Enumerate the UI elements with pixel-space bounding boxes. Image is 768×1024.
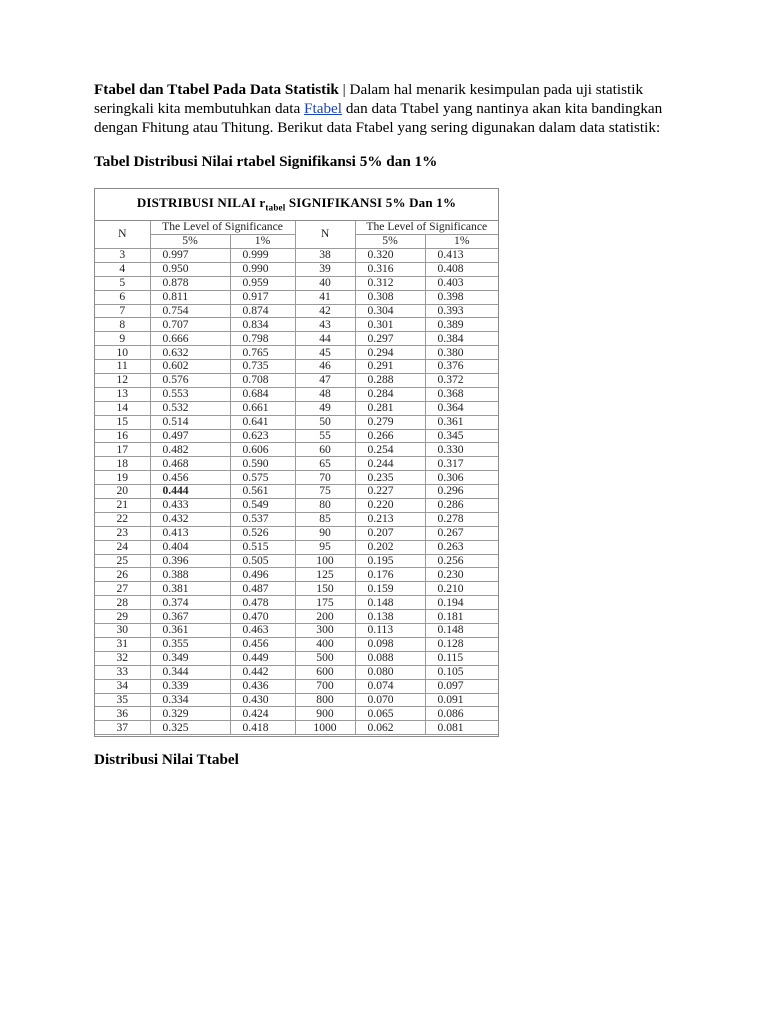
cell-r1-right: 0.408 [425,262,498,276]
cell-n-right: 300 [295,624,355,638]
cell-n-left: 6 [95,290,150,304]
cell-r5-right: 0.316 [355,262,425,276]
cell-r1-left: 0.590 [230,457,295,471]
cell-r1-right: 0.097 [425,679,498,693]
cell-n-left: 5 [95,276,150,290]
cell-r1-left: 0.575 [230,471,295,485]
cell-r5-right: 0.220 [355,499,425,513]
col-header-level-left: The Level of Significance [150,221,295,235]
cell-r1-right: 0.361 [425,415,498,429]
table-row [95,332,498,346]
cell-r1-left: 0.442 [230,665,295,679]
cell-r5-left: 0.334 [150,693,230,707]
cell-r5-right: 0.281 [355,401,425,415]
cell-n-left: 32 [95,651,150,665]
cell-r1-right: 0.278 [425,512,498,526]
table-row [95,471,498,485]
cell-r5-right: 0.159 [355,582,425,596]
cell-n-left: 11 [95,360,150,374]
cell-r5-left: 0.367 [150,610,230,624]
cell-n-left: 9 [95,332,150,346]
cell-r1-right: 0.345 [425,429,498,443]
cell-n-right: 60 [295,443,355,457]
cell-r5-left: 0.325 [150,721,230,735]
cell-n-left: 12 [95,374,150,388]
cell-r1-right: 0.210 [425,582,498,596]
cell-r1-right: 0.115 [425,651,498,665]
cell-r1-right: 0.317 [425,457,498,471]
cell-r5-left: 0.878 [150,276,230,290]
cell-r5-left: 0.456 [150,471,230,485]
cell-r5-left: 0.666 [150,332,230,346]
cell-r1-left: 0.456 [230,637,295,651]
cell-n-right: 45 [295,346,355,360]
cell-n-right: 95 [295,540,355,554]
col-header-level-right: The Level of Significance [355,221,498,235]
table-row [95,290,498,304]
cell-r1-left: 0.765 [230,346,295,360]
cell-r1-right: 0.181 [425,610,498,624]
cell-r5-right: 0.288 [355,374,425,388]
cell-r5-right: 0.098 [355,637,425,651]
cell-n-right: 39 [295,262,355,276]
cell-r1-right: 0.403 [425,276,498,290]
cell-r5-left: 0.374 [150,596,230,610]
table-row [95,401,498,415]
cell-n-right: 400 [295,637,355,651]
cell-n-right: 42 [295,304,355,318]
table-row [95,637,498,651]
cell-r1-right: 0.105 [425,665,498,679]
table-row [95,415,498,429]
cell-r1-left: 0.424 [230,707,295,721]
cell-n-right: 600 [295,665,355,679]
cell-n-right: 41 [295,290,355,304]
cell-r5-left: 0.576 [150,374,230,388]
cell-r1-left: 0.606 [230,443,295,457]
table-row [95,693,498,707]
cell-r1-left: 0.478 [230,596,295,610]
cell-r5-right: 0.070 [355,693,425,707]
cell-n-left: 33 [95,665,150,679]
cell-n-left: 36 [95,707,150,721]
cell-r1-right: 0.081 [425,721,498,735]
cell-n-right: 150 [295,582,355,596]
table-row [95,540,498,554]
cell-n-right: 48 [295,387,355,401]
cell-n-left: 27 [95,582,150,596]
cell-r1-right: 0.376 [425,360,498,374]
cell-r5-right: 0.195 [355,554,425,568]
table-row [95,304,498,318]
cell-n-left: 15 [95,415,150,429]
cell-r5-left: 0.329 [150,707,230,721]
cell-r1-left: 0.505 [230,554,295,568]
table-row [95,526,498,540]
cell-r1-left: 0.436 [230,679,295,693]
cell-r5-left: 0.532 [150,401,230,415]
cell-r1-left: 0.641 [230,415,295,429]
cell-r5-left: 0.444 [150,485,230,499]
cell-r1-left: 0.917 [230,290,295,304]
cell-n-right: 49 [295,401,355,415]
cell-r5-left: 0.553 [150,387,230,401]
cell-r5-right: 0.308 [355,290,425,304]
cell-r5-left: 0.361 [150,624,230,638]
cell-r5-left: 0.602 [150,360,230,374]
cell-r1-right: 0.296 [425,485,498,499]
cell-n-right: 43 [295,318,355,332]
table-row [95,610,498,624]
cell-r5-left: 0.339 [150,679,230,693]
cell-r1-left: 0.526 [230,526,295,540]
cell-r1-right: 0.128 [425,637,498,651]
cell-r5-right: 0.088 [355,651,425,665]
cell-r5-right: 0.312 [355,276,425,290]
cell-r1-left: 0.623 [230,429,295,443]
cell-r1-left: 0.449 [230,651,295,665]
cell-n-left: 7 [95,304,150,318]
cell-r5-left: 0.514 [150,415,230,429]
cell-r1-right: 0.330 [425,443,498,457]
table-row [95,568,498,582]
cell-n-left: 10 [95,346,150,360]
cell-r1-left: 0.561 [230,485,295,499]
cell-r1-left: 0.999 [230,249,295,263]
cell-r1-left: 0.874 [230,304,295,318]
cell-r5-right: 0.291 [355,360,425,374]
intro-paragraph [94,80,684,137]
cell-r5-left: 0.950 [150,262,230,276]
cell-r5-right: 0.074 [355,679,425,693]
cell-n-right: 1000 [295,721,355,735]
table-row [95,721,498,735]
table-row [95,346,498,360]
table-row [95,374,498,388]
cell-r1-left: 0.430 [230,693,295,707]
cell-n-right: 700 [295,679,355,693]
cell-r1-right: 0.380 [425,346,498,360]
cell-r5-left: 0.381 [150,582,230,596]
cell-r1-right: 0.286 [425,499,498,513]
cell-n-left: 30 [95,624,150,638]
cell-r5-right: 0.297 [355,332,425,346]
cell-r5-left: 0.349 [150,651,230,665]
cell-n-left: 24 [95,540,150,554]
cell-r5-left: 0.433 [150,499,230,513]
cell-r1-right: 0.230 [425,568,498,582]
cell-r1-left: 0.496 [230,568,295,582]
cell-r1-left: 0.735 [230,360,295,374]
cell-r5-left: 0.497 [150,429,230,443]
cell-n-right: 70 [295,471,355,485]
cell-n-right: 40 [295,276,355,290]
cell-r5-right: 0.235 [355,471,425,485]
cell-r5-right: 0.202 [355,540,425,554]
cell-n-right: 55 [295,429,355,443]
table-row [95,276,498,290]
cell-n-left: 8 [95,318,150,332]
cell-r5-right: 0.304 [355,304,425,318]
cell-r1-right: 0.368 [425,387,498,401]
cell-r1-left: 0.661 [230,401,295,415]
cell-r5-left: 0.404 [150,540,230,554]
table-title: DISTRIBUSI NILAI $r_{tabel}$ SIGNIFIKANSI 5% Dan 1% [95,189,498,221]
cell-n-left: 37 [95,721,150,735]
cell-n-right: 90 [295,526,355,540]
cell-n-right: 85 [295,512,355,526]
cell-r1-right: 0.413 [425,249,498,263]
table-row [95,554,498,568]
cell-r5-left: 0.754 [150,304,230,318]
table-row [95,457,498,471]
cell-r1-right: 0.263 [425,540,498,554]
cell-n-right: 44 [295,332,355,346]
cell-n-left: 26 [95,568,150,582]
cell-n-left: 31 [95,637,150,651]
table-heading: Tabel Distribusi Nilai rtabel Signifikansi 5% dan 1% [94,153,438,170]
cell-r1-right: 0.194 [425,596,498,610]
cell-r5-left: 0.432 [150,512,230,526]
col-header-5-right: 5% [355,235,425,249]
table-row [95,262,498,276]
cell-r1-right: 0.364 [425,401,498,415]
table-row [95,249,498,263]
cell-r5-left: 0.811 [150,290,230,304]
cell-r1-right: 0.398 [425,290,498,304]
cell-n-left: 16 [95,429,150,443]
cell-r5-left: 0.413 [150,526,230,540]
cell-r5-right: 0.266 [355,429,425,443]
cell-r5-right: 0.254 [355,443,425,457]
cell-r5-left: 0.997 [150,249,230,263]
cell-n-right: 800 [295,693,355,707]
cell-n-left: 21 [95,499,150,513]
cell-r5-right: 0.320 [355,249,425,263]
cell-n-right: 900 [295,707,355,721]
col-header-1-left: 1% [230,235,295,249]
cell-r1-right: 0.148 [425,624,498,638]
cell-n-right: 500 [295,651,355,665]
cell-n-left: 20 [95,485,150,499]
cell-n-left: 14 [95,401,150,415]
cell-r1-right: 0.384 [425,332,498,346]
table-row [95,499,498,513]
cell-r5-right: 0.279 [355,415,425,429]
col-header-5-left: 5% [150,235,230,249]
cell-n-right: 65 [295,457,355,471]
table-row [95,679,498,693]
cell-n-left: 25 [95,554,150,568]
cell-r5-left: 0.396 [150,554,230,568]
cell-r1-right: 0.393 [425,304,498,318]
cell-r5-left: 0.707 [150,318,230,332]
table-row [95,624,498,638]
cell-r1-left: 0.684 [230,387,295,401]
cell-r1-left: 0.834 [230,318,295,332]
cell-n-right: 46 [295,360,355,374]
intro-text-1: Dalam hal menarik kesimpulan pada uji statistik seringkali kita membutuhkan data [94,81,644,117]
cell-r5-left: 0.482 [150,443,230,457]
cell-r1-right: 0.372 [425,374,498,388]
cell-n-left: 22 [95,512,150,526]
cell-r1-left: 0.418 [230,721,295,735]
cell-r1-right: 0.256 [425,554,498,568]
cell-r1-right: 0.267 [425,526,498,540]
cell-n-left: 35 [95,693,150,707]
cell-r5-right: 0.244 [355,457,425,471]
cell-r5-right: 0.062 [355,721,425,735]
cell-n-right: 175 [295,596,355,610]
table-row [95,596,498,610]
intro-title: Ftabel dan Ttabel Pada Data Statistik [94,81,339,98]
cell-r1-right: 0.389 [425,318,498,332]
table-row [95,665,498,679]
cell-n-left: 18 [95,457,150,471]
table-row [95,485,498,499]
cell-n-right: 100 [295,554,355,568]
cell-r5-right: 0.227 [355,485,425,499]
col-header-n-right: N [295,221,355,249]
cell-r1-left: 0.959 [230,276,295,290]
col-header-n-left: N [95,221,150,249]
cell-n-right: 47 [295,374,355,388]
table-row [95,512,498,526]
cell-n-right: 200 [295,610,355,624]
intro-separator: | [338,81,350,98]
table-row [95,429,498,443]
intro-text-2: dan data Ttabel yang nantinya akan kita bandingkan dengan Fhitung atau Thitung. Berikut data Ftabel yang sering digunakan dalam data statistik: [94,100,663,136]
cell-r5-left: 0.355 [150,637,230,651]
cell-r1-left: 0.549 [230,499,295,513]
cell-n-left: 28 [95,596,150,610]
cell-r5-left: 0.468 [150,457,230,471]
cell-r5-left: 0.388 [150,568,230,582]
table-row [95,707,498,721]
cell-r1-right: 0.306 [425,471,498,485]
cell-n-right: 125 [295,568,355,582]
cell-r1-left: 0.990 [230,262,295,276]
cell-r1-left: 0.463 [230,624,295,638]
cell-r5-left: 0.344 [150,665,230,679]
cell-r1-left: 0.487 [230,582,295,596]
cell-r5-right: 0.113 [355,624,425,638]
cell-n-left: 34 [95,679,150,693]
cell-n-left: 3 [95,249,150,263]
cell-n-left: 17 [95,443,150,457]
cell-r5-right: 0.284 [355,387,425,401]
cell-r1-right: 0.091 [425,693,498,707]
cell-n-right: 80 [295,499,355,513]
cell-r5-right: 0.065 [355,707,425,721]
cell-r5-right: 0.176 [355,568,425,582]
table-row [95,582,498,596]
table-row [95,360,498,374]
cell-n-left: 23 [95,526,150,540]
cell-r5-right: 0.138 [355,610,425,624]
table-row [95,651,498,665]
cell-n-right: 50 [295,415,355,429]
table-row [95,443,498,457]
rtabel-table [95,221,498,735]
cell-r1-left: 0.515 [230,540,295,554]
cell-n-right: 38 [295,249,355,263]
cell-r5-right: 0.080 [355,665,425,679]
table-row [95,387,498,401]
cell-n-left: 13 [95,387,150,401]
ftabel-link[interactable]: Ftabel [304,100,343,117]
cell-r5-right: 0.213 [355,512,425,526]
cell-n-left: 29 [95,610,150,624]
cell-n-left: 19 [95,471,150,485]
cell-r5-right: 0.301 [355,318,425,332]
cell-r1-left: 0.537 [230,512,295,526]
cell-n-left: 4 [95,262,150,276]
cell-r1-left: 0.708 [230,374,295,388]
col-header-1-right: 1% [425,235,498,249]
table-row [95,318,498,332]
rtabel-table-image [94,188,499,737]
cell-n-right: 75 [295,485,355,499]
cell-r1-left: 0.470 [230,610,295,624]
cell-r5-right: 0.207 [355,526,425,540]
cell-r5-left: 0.632 [150,346,230,360]
ttabel-heading: Distribusi Nilai Ttabel [94,751,239,768]
cell-r1-right: 0.086 [425,707,498,721]
cell-r5-right: 0.148 [355,596,425,610]
cell-r5-right: 0.294 [355,346,425,360]
cell-r1-left: 0.798 [230,332,295,346]
